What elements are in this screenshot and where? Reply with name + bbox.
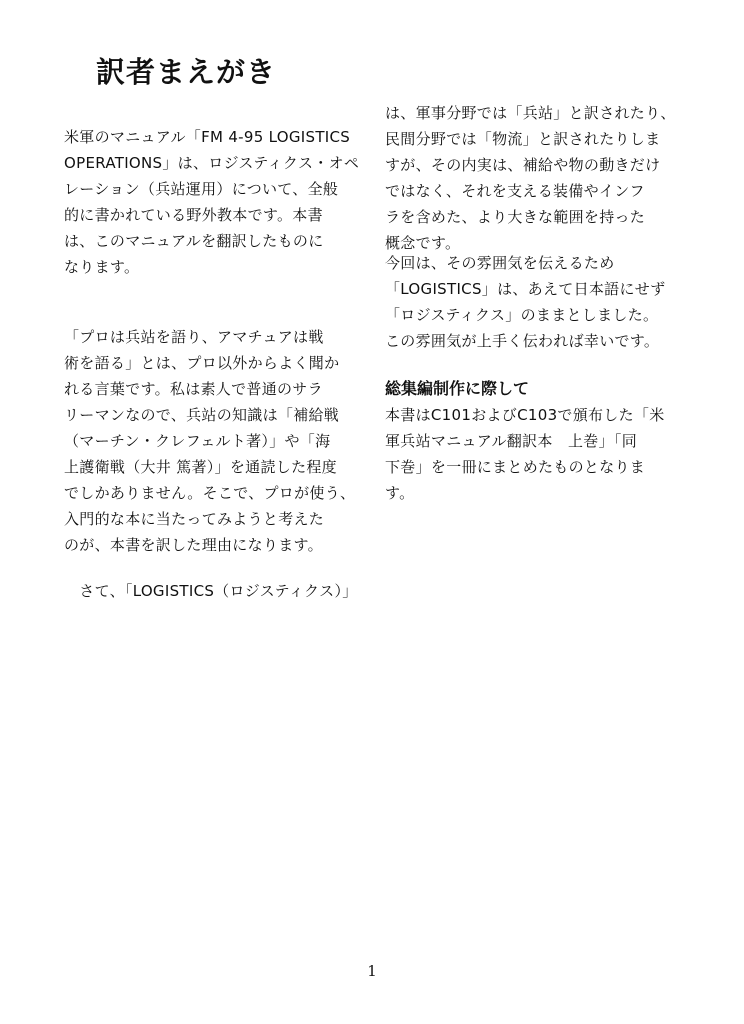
text-line: なります。 — [64, 258, 140, 276]
text-line: 今回は、その雰囲気を伝えるため — [385, 254, 615, 272]
text-line: レーション（兵站運用）について、全般 — [64, 180, 339, 198]
text-line: 本書はC101およびC103で頒布した「米 — [385, 406, 665, 424]
text-line: 入門的な本に当たってみようと考えた — [64, 510, 325, 528]
text-line: 的に書かれている野外教本です。本書 — [64, 206, 323, 224]
text-line: でしかありません。そこで、プロが使う、 — [64, 484, 356, 502]
text-line: 概念です。 — [385, 234, 461, 252]
text-line: 軍兵站マニュアル翻訳本 上巻」「同 — [385, 432, 638, 450]
text-line: すが、その内実は、補給や物の動きだけ — [385, 156, 661, 174]
text-line: （マーチン・クレフェルト著）」や「海 — [64, 432, 331, 450]
text-line: この雰囲気が上手く伝われば幸いです。 — [385, 332, 660, 350]
text-line: れる言葉です。私は素人で普通のサラ — [64, 380, 323, 398]
text-line: 「プロは兵站を語り、アマチュアは戦 — [64, 328, 324, 346]
text-line: 術を語る」とは、プロ以外からよく聞か — [64, 354, 340, 372]
page-number: 1 — [367, 962, 377, 980]
text-line: さて、「LOGISTICS（ロジスティクス）」 — [64, 582, 358, 600]
text-line: す。 — [385, 484, 415, 502]
text-line: ラを含めた、より大きな範囲を持った — [385, 208, 646, 226]
text-line: 民間分野では「物流」と訳されたりしま — [385, 130, 661, 148]
page-title: 訳者まえがき — [96, 55, 277, 89]
text-line: は、軍事分野では「兵站」と訳されたり、 — [385, 104, 676, 122]
text-line: 上護衛戦（大井 篤著）」を通読した程度 — [64, 458, 337, 476]
text-line: リーマンなので、兵站の知識は「補給戦 — [64, 406, 340, 424]
text-line: 下巻」を一冊にまとめたものとなりま — [385, 458, 646, 476]
text-line: 「LOGISTICS」は、あえて日本語にせず — [385, 280, 666, 298]
text-line: は、このマニュアルを翻訳したものに — [64, 232, 324, 250]
text-line: のが、本書を訳した理由になります。 — [64, 536, 323, 554]
text-line: ではなく、それを支える装備やインフ — [385, 182, 645, 200]
text-line: 「ロジスティクス」のままとしました。 — [385, 306, 659, 324]
text-line: 米軍のマニュアル「FM 4-95 LOGISTICS — [64, 128, 351, 146]
text-line: OPERATIONS」は、ロジスティクス・オペ — [64, 154, 360, 172]
section-heading: 総集編制作に際して — [385, 379, 530, 398]
